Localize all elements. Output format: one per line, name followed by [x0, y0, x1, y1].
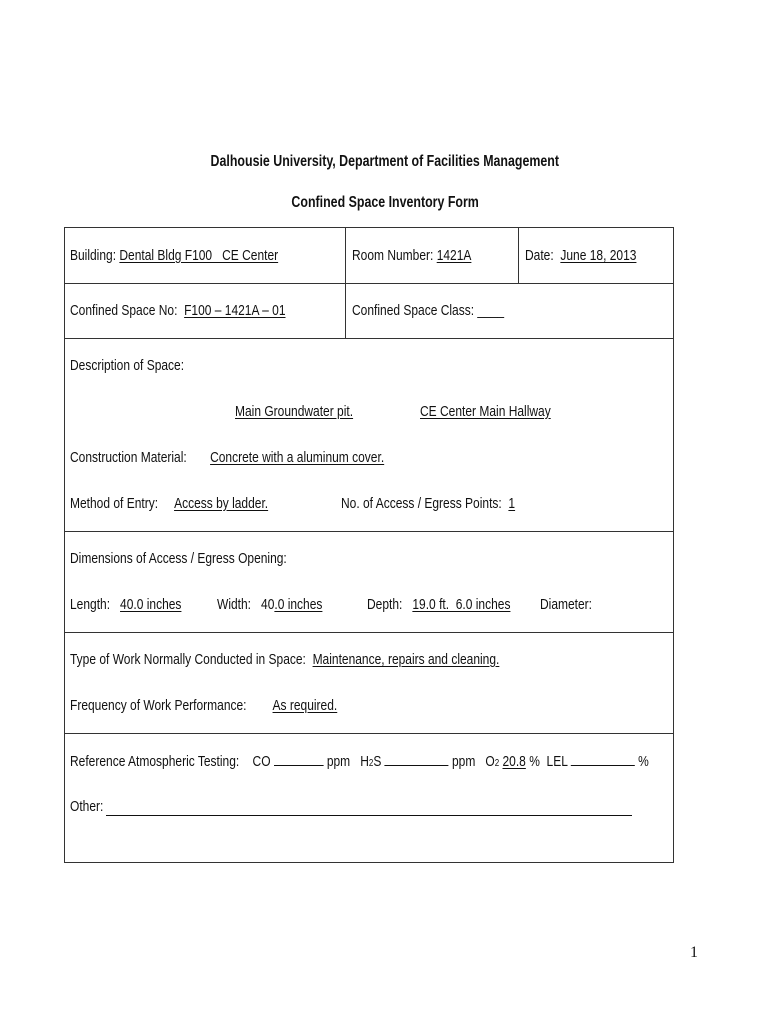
- space-no-label: Confined Space No:: [70, 302, 178, 319]
- h2s-blank[interactable]: [385, 752, 449, 766]
- access-points-field[interactable]: [341, 495, 559, 513]
- row-divider: [65, 733, 673, 734]
- inventory-form: [64, 227, 674, 863]
- page-number: 1: [690, 944, 698, 961]
- o2-label: O2: [485, 753, 500, 770]
- other-blank[interactable]: [106, 802, 632, 816]
- building-field[interactable]: [70, 247, 330, 265]
- class-value: ____: [477, 302, 505, 319]
- space-no-value: F100 – 1421A – 01: [184, 302, 286, 319]
- material-value: Concrete with a aluminum cover.: [210, 449, 385, 466]
- width-field[interactable]: [217, 596, 349, 614]
- atmospheric-testing-field[interactable]: [70, 752, 770, 771]
- lel-blank[interactable]: [571, 752, 635, 766]
- length-field[interactable]: [70, 596, 209, 614]
- date-field[interactable]: [525, 247, 664, 265]
- row-divider: [65, 632, 673, 633]
- frequency-value: As required.: [272, 697, 338, 714]
- date-value: June 18, 2013: [560, 247, 637, 264]
- o2-value: 20.8: [502, 753, 526, 770]
- row-divider: [65, 283, 673, 284]
- lel-percent-unit: %: [638, 753, 649, 770]
- work-frequency-field[interactable]: [70, 697, 404, 715]
- row-divider: [65, 338, 673, 339]
- work-type-label: Type of Work Normally Conducted in Space:: [70, 651, 306, 668]
- work-type-field[interactable]: [70, 651, 607, 669]
- diameter-label: Diameter:: [540, 596, 593, 613]
- h2s-label: H2S: [360, 753, 382, 770]
- room-label: Room Number:: [352, 247, 434, 264]
- other-label: Other:: [70, 798, 104, 815]
- points-label: No. of Access / Egress Points:: [341, 495, 502, 512]
- entry-value: Access by ladder.: [174, 495, 269, 512]
- points-value: 1: [508, 495, 516, 512]
- length-label: Length:: [70, 596, 111, 613]
- frequency-label: Frequency of Work Performance:: [70, 697, 247, 714]
- form-title: Confined Space Inventory Form: [291, 194, 479, 211]
- o2-percent-unit: %: [529, 753, 540, 770]
- lel-label: LEL: [546, 753, 568, 770]
- work-type-value: Maintenance, repairs and cleaning.: [312, 651, 500, 668]
- depth-label: Depth:: [367, 596, 403, 613]
- org-title: Dalhousie University, Department of Facilities Management: [210, 153, 560, 170]
- width-label: Width:: [217, 596, 252, 613]
- h2s-ppm-unit: ppm: [452, 753, 476, 770]
- confined-space-class-field[interactable]: [352, 302, 542, 320]
- confined-space-no-field[interactable]: [70, 302, 339, 320]
- column-divider: [518, 228, 519, 283]
- description-label: Description of Space:: [70, 357, 185, 374]
- column-divider: [345, 228, 346, 338]
- testing-label: Reference Atmospheric Testing:: [70, 753, 240, 770]
- room-number-field[interactable]: [352, 247, 501, 265]
- row-divider: [65, 531, 673, 532]
- date-label: Date:: [525, 247, 554, 264]
- building-label: Building:: [70, 247, 117, 264]
- length-value: 40.0 inches: [120, 596, 182, 613]
- material-label: Construction Material:: [70, 449, 187, 466]
- description-value-area[interactable]: CE Center Main Hallway: [420, 403, 551, 420]
- method-of-entry-field[interactable]: [70, 495, 318, 513]
- entry-label: Method of Entry:: [70, 495, 159, 512]
- class-label: Confined Space Class:: [352, 302, 475, 319]
- diameter-field[interactable]: [540, 596, 605, 614]
- depth-value: 19.0 ft. 6.0 inches: [412, 596, 511, 613]
- co-blank[interactable]: [274, 752, 324, 766]
- depth-field[interactable]: [367, 596, 546, 614]
- width-value: .0 inches: [274, 596, 323, 613]
- building-value: Dental Bldg F100 CE Center: [119, 247, 279, 264]
- description-value-location[interactable]: Main Groundwater pit.: [235, 403, 354, 420]
- room-value: 1421A: [436, 247, 472, 264]
- width-value-prefix: 40: [261, 596, 275, 613]
- co-label: CO: [252, 753, 271, 770]
- dimensions-label: Dimensions of Access / Egress Opening:: [70, 550, 287, 567]
- co-ppm-unit: ppm: [326, 753, 351, 770]
- construction-material-field[interactable]: [70, 449, 463, 467]
